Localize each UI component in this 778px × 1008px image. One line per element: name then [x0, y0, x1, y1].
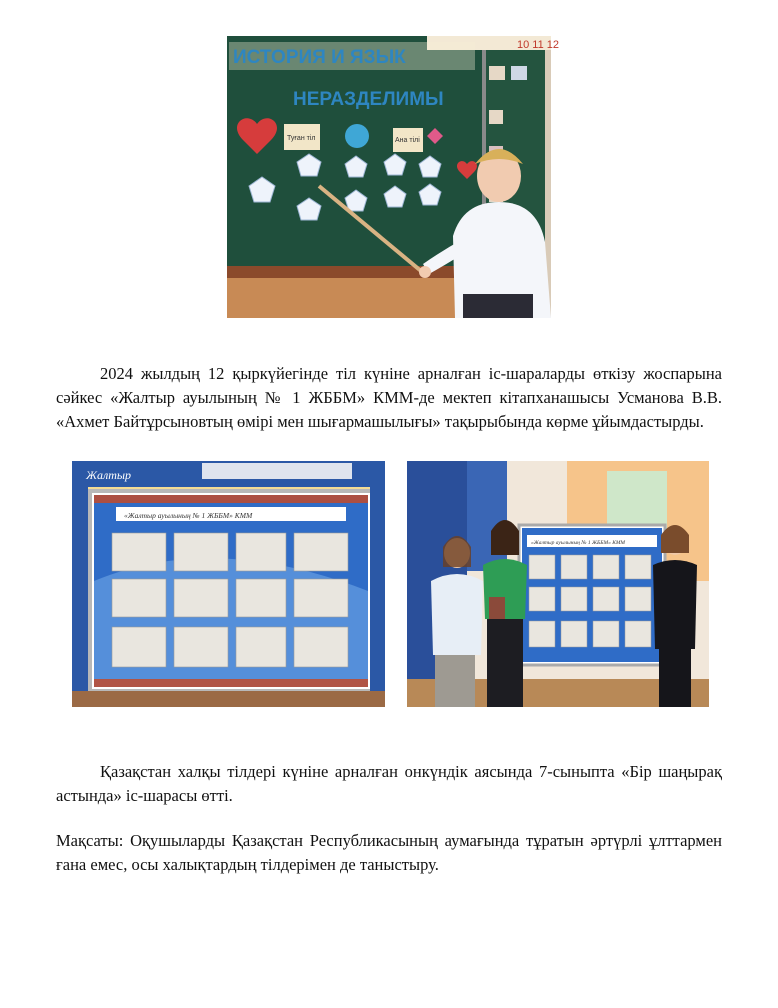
photo-boy-at-board [227, 36, 560, 318]
banner-text: Жалтыр [86, 468, 132, 482]
paragraph-exhibition: 2024 жылдың 12 қыркүйегінде тіл күніне арналған іс-шараларды өткізу жоспарына сәйкес «Жалтыр ауылының № 1 ЖББМ» КММ-де мектеп кітапханашысы Усманова В.В. «Ахмет Байтұрсыновтың өмірі мен шығармашылығы» тақырыбында көрме ұйымдастырды. [56, 364, 722, 431]
photo-exhibition-stand [72, 461, 385, 707]
photo-students-at-stand [407, 461, 709, 707]
card-2: Ана тілі [395, 137, 420, 144]
paragraph-goal: Мақсаты: Оқушыларды Қазақстан Республикасының аумағында тұратын әртүрлі ұлттармен ғана емес, осы халықтардың тілдерімен де таныстыру. [56, 831, 722, 874]
stand-header-left: «Жалтыр ауылының № 1 ЖББМ» КММ [124, 511, 253, 520]
board-title-line2: НЕРАЗДЕЛИМЫ [293, 89, 444, 110]
calendar-numbers: 10 11 12 [517, 39, 560, 51]
stand-header-right: «Жалтыр ауылының № 1 ЖББМ» КММ [531, 540, 626, 546]
card-1: Туған тіл [287, 135, 316, 142]
board-title-line1: ИСТОРИЯ И ЯЗЫК [233, 47, 406, 68]
paragraph-languages-day: Қазақстан халқы тілдері күніне арналған онкүндік аясында 7-сыныпта «Бір шаңырақ астында» іс-шарасы өтті. [56, 762, 722, 805]
